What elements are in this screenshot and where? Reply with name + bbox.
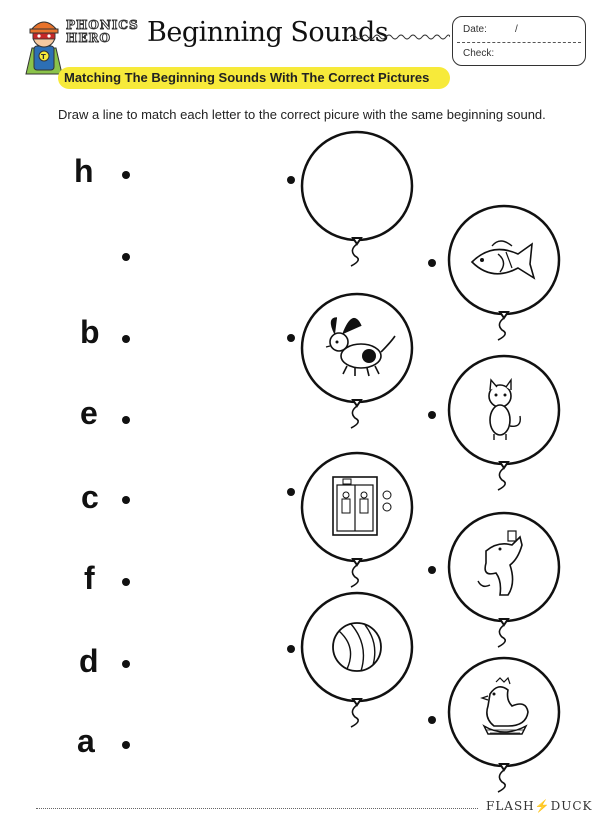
balloon-ball	[287, 593, 412, 727]
check-label: Check:	[463, 48, 495, 59]
balloon-alligator	[428, 513, 559, 647]
letter-a: a	[77, 723, 95, 759]
svg-text:T: T	[41, 53, 46, 61]
balloon-blank	[287, 132, 412, 266]
instructions: Draw a line to match each letter to the correct picure with the same beginning sound.	[58, 107, 546, 122]
brand-left: FLASH	[486, 799, 535, 813]
date-label: Date:	[463, 24, 487, 35]
date-slash: /	[515, 24, 518, 35]
balloon-dog	[287, 294, 412, 428]
footer-divider	[36, 808, 478, 809]
picture-dot	[287, 176, 295, 184]
balloon-cat	[428, 356, 559, 490]
letter-b: b	[80, 314, 100, 350]
picture-dot	[428, 566, 436, 574]
balloon-elevator	[287, 453, 412, 587]
hero-brand-line: HERO	[66, 31, 111, 45]
subtitle: Matching The Beginning Sounds With The Correct Pictures	[64, 70, 430, 85]
page-title: Beginning Sounds	[147, 17, 389, 48]
phonics-brand-line: PHONICS	[66, 18, 139, 32]
letter-c: c	[81, 479, 99, 515]
picture-dot	[287, 645, 295, 653]
flashduck-logo	[486, 799, 593, 813]
brand-bolt-icon: ⚡	[534, 799, 551, 813]
picture-dot	[287, 334, 295, 342]
picture-dot	[428, 259, 436, 267]
letter-f: f	[84, 560, 95, 596]
brand-right: DUCK	[550, 799, 593, 813]
picture-dot	[287, 488, 295, 496]
picture-dot	[428, 411, 436, 419]
letter-h: h	[74, 153, 94, 189]
balloon-fish	[428, 206, 559, 340]
picture-dot	[428, 716, 436, 724]
letter-e: e	[80, 395, 98, 431]
balloon-hen	[428, 658, 559, 792]
ball-icon	[333, 623, 381, 671]
letter-d: d	[79, 643, 99, 679]
